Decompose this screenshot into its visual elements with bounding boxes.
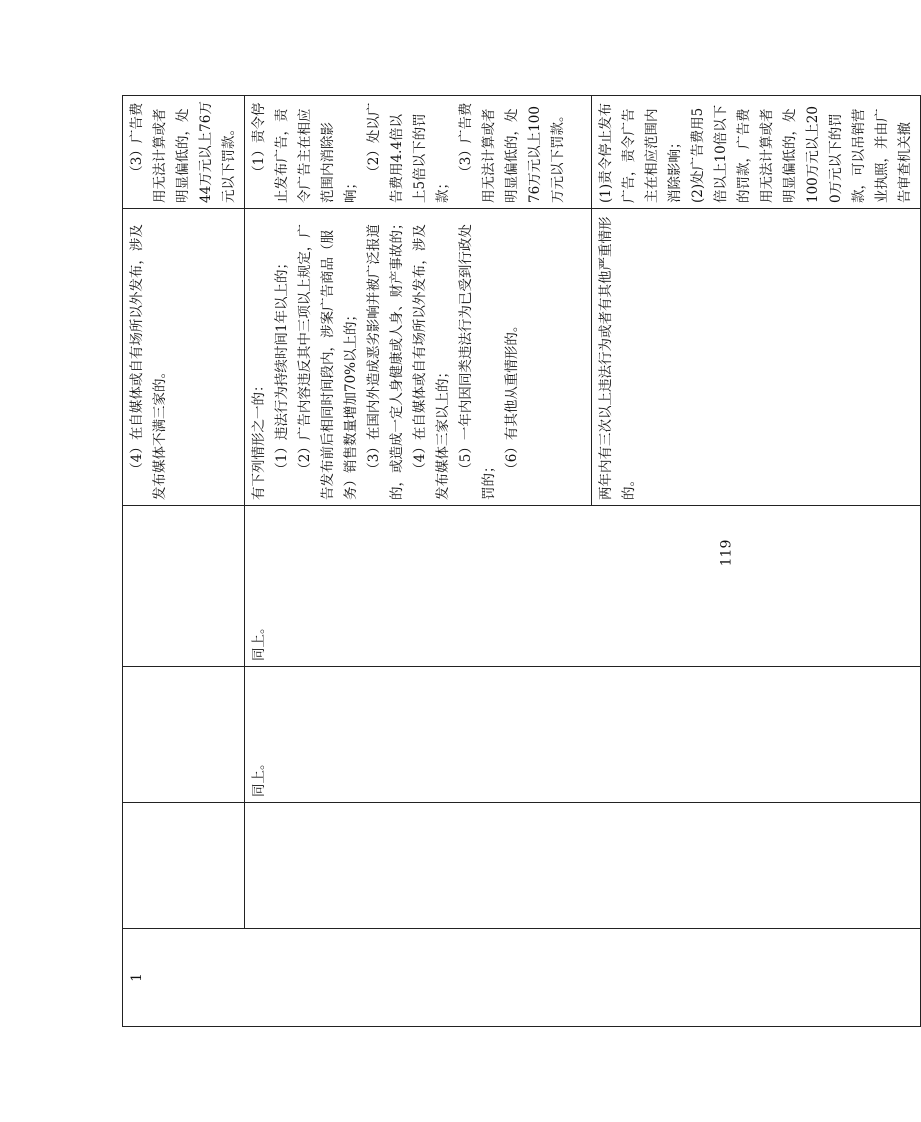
penalty-line: (1)责令停止发布广告，责令广告主在相应范围内消除影响；	[598, 102, 683, 203]
circumstance-cell-3	[592, 209, 921, 506]
circumstance-line: （4）在自媒体或自有场所以外发布，涉及发布媒体不满三家的。	[129, 224, 168, 500]
circumstance-line: （5）一年内因同类违法行为已受到行政处罚的；	[458, 224, 497, 500]
penalty-cell-2	[245, 96, 592, 209]
penalty-cell-1	[123, 96, 245, 209]
table-row	[245, 96, 592, 1027]
penalty-line: （2）处以广告费用4.4倍以上5倍以下的罚款；	[366, 102, 451, 203]
cell-d-top	[123, 506, 245, 667]
penalty-line: （1）责令停止发布广告，责令广告主在相应范围内消除影响；	[251, 102, 359, 203]
circumstance-line: 有下列情形之一的：	[251, 378, 267, 500]
circumstance-cell-2	[245, 209, 592, 506]
page-number: 119	[718, 539, 735, 567]
circumstance-line: （6）有其他从重情形的。	[504, 318, 520, 476]
penalty-cell-3	[592, 96, 921, 209]
circumstance-line: （1）违法行为持续时间1年以上的；	[274, 256, 290, 476]
cell-b-merged	[245, 803, 921, 929]
circumstance-line: 两年内有三次以上违法行为或者有其他严重情形的。	[598, 216, 637, 500]
same-as-above-cell-1: 同上。	[245, 667, 921, 803]
penalty-line: （3）广告费用无法计算或者明显偏低的，处76万元以上100万元以下罚款。	[458, 102, 566, 203]
cell-b-top	[123, 803, 245, 929]
penalty-line: （3）广告费用无法计算或者明显偏低的，处44万元以上76万元以下罚款。	[129, 101, 237, 203]
table-row	[123, 96, 245, 1027]
penalty-line: (2)处广告费用5倍以上10倍以下的罚款，广告费用无法计算或者明显偏低的，处100万元以上200万元以下的罚款，可以吊销营业执照，并由广告审查机关撤	[690, 104, 913, 203]
same-as-above-cell-2: 同上。	[245, 506, 921, 667]
circumstance-line: （2）广告内容违反其中三项以上规定，广告发布前后相同时间段内，涉案广告商品（服务）销售数量增加70%以上的；	[297, 224, 359, 500]
circumstance-line: （4）在自媒体或自有场所以外发布，涉及发布媒体三家以上的；	[412, 224, 451, 500]
cell-c-top	[123, 667, 245, 803]
circumstance-line: （3）在国内外造成恶劣影响并被广泛报道的，或造成一定人身健康或人身、财产事故的；	[366, 216, 405, 500]
penalty-standards-table	[122, 95, 921, 1027]
seq-number-cell: 1	[123, 929, 921, 1027]
circumstance-cell-1	[123, 209, 245, 506]
